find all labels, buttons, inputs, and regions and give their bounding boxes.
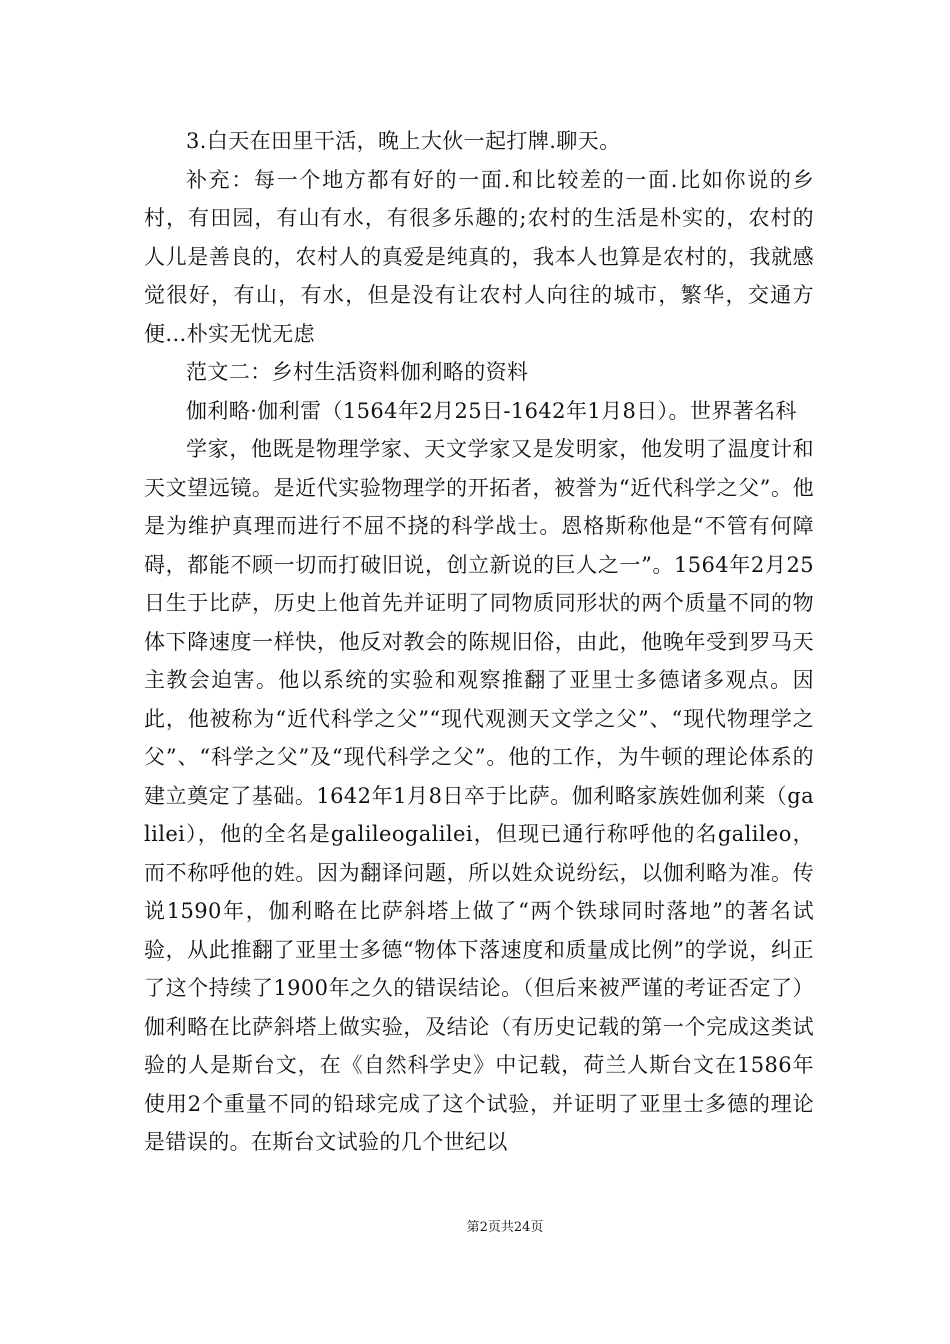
paragraph-item-3: 3.白天在田里干活，晚上大伙一起打牌.聊天。 bbox=[186, 129, 621, 153]
paragraph-galileo-bio: 学家，他既是物理学家、天文学家又是发明家，他发明了温度计和天文望远镜。是近代实验物理学的开拓者，被誉为“近代科学之父”。他是为维护真理而进行不屈不挠的科学战士。恩格斯称他是“不管有何障碍，都能不顾一切而打破旧说，创立新说的巨人之一”。1564年2月25日生于比萨，历史上他首先并证明了同物质同形状的两个质量不同的物体下降速度一样快，他反对教会的陈规旧俗，由此，他晚年受到罗马天主教会迫害。他以系统的实验和观察推翻了亚里士多德诸多观点。因此，他被称为“近代科学之父”“现代观测天文学之父”、“现代物理学之父”、“科学之父”及“现代科学之父”。他的工作，为牛顿的理论体系的建立奠定了基础。1642年1月8日卒于比萨。伽利略家族姓伽利莱（galilei），他的全名是galileogalilei，但现已通行称呼他的名galileo，而不称呼他的姓。因为翻译问题，所以姓众说纷纭，以伽利略为准。传说1590年，伽利略在比萨斜塔上做了“两个铁球同时落地”的著名试验，从此推翻了亚里士多德“物体下落速度和质量成比例”的学说，纠正了这个持续了1900年之久的错误结论。（但后来被严谨的考证否定了）伽利略在比萨斜塔上做实验，及结论（有历史记载的第一个完成这类试验的人是斯台文，在《自然科学史》中记载，荷兰人斯台文在1586年使用2个重量不同的铅球完成了这个试验，并证明了亚里士多德的理论是错误的。在斯台文试验的几个世纪以 bbox=[144, 437, 814, 1154]
page-footer bbox=[0, 1216, 950, 1235]
paragraph-galileo-intro: 伽利略·伽利雷（1564年2月25日-1642年1月8日）。世界著名科 bbox=[186, 398, 797, 423]
section-heading-example-two: 范文二：乡村生活资料伽利略的资料 bbox=[186, 360, 529, 384]
paragraph-supplement: 补充：每一个地方都有好的一面.和比较差的一面.比如你说的乡村，有田园，有山有水，有很多乐趣的;农村的生活是朴实的，农村的人儿是善良的，农村人的真爱是纯真的，我本人也算是农村的，我就感觉很好，有山，有水，但是没有让农村人向往的城市，繁华，交通方便...朴实无忧无虑 bbox=[144, 167, 814, 346]
document-body bbox=[144, 122, 814, 1162]
page-number-label: 第2页共24页 bbox=[466, 1220, 544, 1235]
